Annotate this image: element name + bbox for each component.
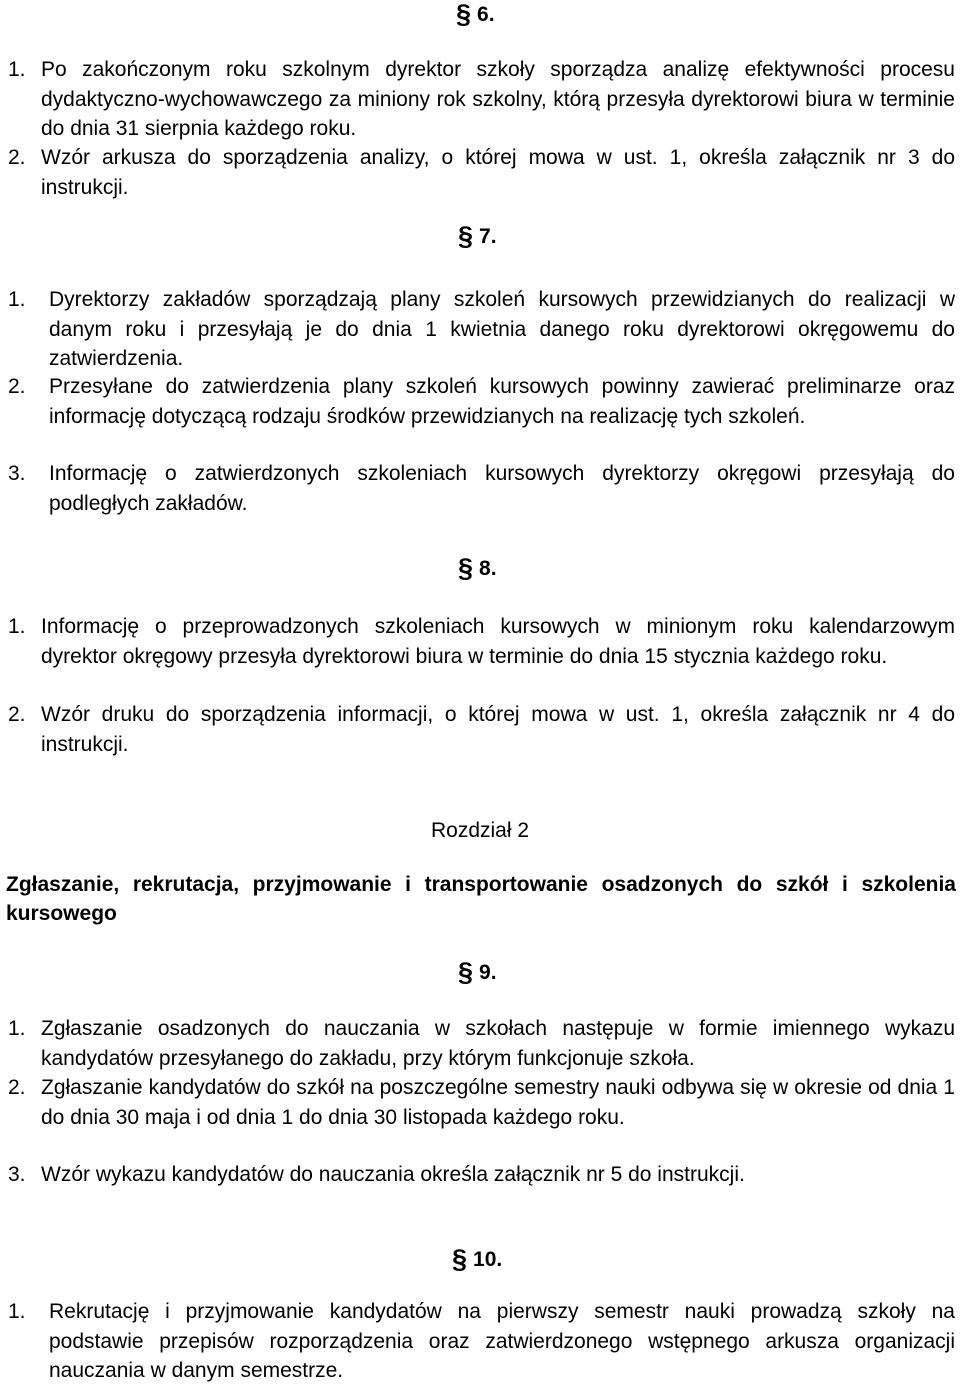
section-number: 10. xyxy=(473,1248,503,1271)
item-text: Rekrutację i przyjmowanie kandydatów na pierwszy semestr nauki prowadzą szkoły na podstawie przepisów rozporządzenia oraz zatwierdzonego wstępnego arkusza organizacji nauczania w danym semestrze. xyxy=(49,1300,955,1382)
section-8-item-1 xyxy=(0,612,955,671)
item-text: Informację o przeprowadzonych szkoleniach kursowych w minionym roku kalendarzowym dyrektor okręgowy przesyła dyrektorowi biura w terminie do dnia 15 stycznia każdego roku. xyxy=(41,615,955,668)
item-number: 2. xyxy=(8,146,26,169)
section-symbol: § xyxy=(452,1244,468,1274)
item-number: 1. xyxy=(8,1300,26,1323)
item-number: 1. xyxy=(8,1017,26,1040)
item-number: 3. xyxy=(8,462,26,485)
section-symbol: § xyxy=(458,221,474,251)
item-number: 1. xyxy=(8,615,26,638)
item-text: Po zakończonym roku szkolnym dyrektor szkoły sporządza analizę efektywności procesu dydaktyczno-wychowawczego za miniony rok szkolny, którą przesyła dyrektorowi biura w terminie do dnia 31 sierpnia każdego roku. xyxy=(41,58,955,140)
section-symbol: § xyxy=(458,553,474,583)
section-9-item-2 xyxy=(0,1073,955,1132)
section-10-heading xyxy=(452,1245,502,1272)
section-number: 6. xyxy=(477,3,495,26)
item-number: 2. xyxy=(8,375,26,398)
item-number: 2. xyxy=(8,1076,26,1099)
item-text: Wzór arkusza do sporządzenia analizy, o której mowa w ust. 1, określa załącznik nr 3 do instrukcji. xyxy=(41,146,955,199)
item-text: Wzór druku do sporządzenia informacji, o której mowa w ust. 1, określa załącznik nr 4 do instrukcji. xyxy=(41,703,955,756)
item-text: Dyrektorzy zakładów sporządzają plany szkoleń kursowych przewidzianych do realizacji w danym roku i przesyłają je do dnia 1 kwietnia danego roku dyrektorowi okręgowemu do zatwierdzenia. xyxy=(49,288,955,370)
item-text: Zgłaszanie kandydatów do szkół na poszczególne semestry nauki odbywa się w okresie od dnia 1 do dnia 30 maja i od dnia 1 do dnia 30 listopada każdego roku. xyxy=(41,1076,955,1129)
section-number: 7. xyxy=(479,225,497,248)
section-9-heading xyxy=(458,958,497,985)
section-6-item-2 xyxy=(0,143,955,202)
section-7-item-3 xyxy=(0,459,955,518)
chapter-title: Zgłaszanie, rekrutacja, przyjmowanie i transportowanie osadzonych do szkół i szkolenia kursowego xyxy=(6,873,956,925)
item-number: 1. xyxy=(8,288,26,311)
section-symbol: § xyxy=(456,0,472,29)
section-6-heading xyxy=(456,0,495,27)
section-7-item-1 xyxy=(0,285,955,374)
item-text: Informację o zatwierdzonych szkoleniach kursowych dyrektorzy okręgowi przesyłają do podległych zakładów. xyxy=(49,462,955,515)
section-symbol: § xyxy=(458,957,474,987)
chapter-label: Rozdział 2 xyxy=(430,819,530,842)
item-text: Przesyłane do zatwierdzenia plany szkoleń kursowych powinny zawierać preliminarze oraz informację dotyczącą rodzaju środków przewidzianych na realizację tych szkoleń. xyxy=(49,375,955,428)
section-7-item-2 xyxy=(0,372,955,431)
item-text: Wzór wykazu kandydatów do nauczania określa załącznik nr 5 do instrukcji. xyxy=(41,1163,745,1186)
section-10-item-1 xyxy=(0,1297,955,1386)
section-6-item-1 xyxy=(0,55,955,144)
section-number: 8. xyxy=(479,557,497,580)
section-9-item-3 xyxy=(0,1160,955,1190)
item-number: 2. xyxy=(8,703,26,726)
item-text: Zgłaszanie osadzonych do nauczania w szkołach następuje w formie imiennego wykazu kandydatów przesyłanego do zakładu, przy którym funkcjonuje szkoła. xyxy=(41,1017,955,1070)
section-8-item-2 xyxy=(0,700,955,759)
section-number: 9. xyxy=(479,961,497,984)
section-7-heading xyxy=(458,222,497,249)
section-9-item-1 xyxy=(0,1014,955,1073)
item-number: 3. xyxy=(8,1163,26,1186)
item-number: 1. xyxy=(8,58,26,81)
section-8-heading xyxy=(458,554,497,581)
